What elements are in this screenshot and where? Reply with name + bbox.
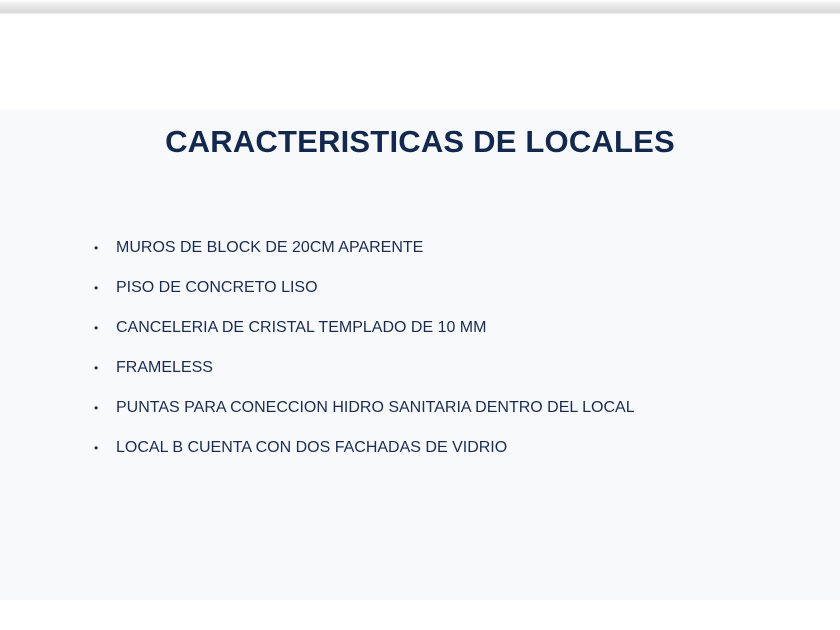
bullet-icon: •: [94, 281, 99, 295]
slide: [0, 110, 840, 600]
bullet-icon: •: [94, 401, 99, 415]
list-item-text: MUROS DE BLOCK DE 20CM APARENTE: [116, 239, 424, 256]
slide-title: CARACTERISTICAS DE LOCALES: [165, 124, 675, 159]
document-page: [0, 14, 840, 630]
list-item-text: CANCELERIA DE CRISTAL TEMPLADO DE 10 MM: [116, 319, 487, 336]
bullet-icon: •: [94, 441, 99, 455]
window-top-bar: [0, 0, 840, 14]
list-item-text: FRAMELESS: [116, 359, 213, 376]
bullet-icon: •: [94, 361, 99, 375]
bullet-icon: •: [94, 321, 99, 335]
list-item-text: LOCAL B CUENTA CON DOS FACHADAS DE VIDRIO: [116, 439, 508, 456]
bullet-icon: •: [94, 241, 99, 255]
list-item-text: PISO DE CONCRETO LISO: [116, 279, 318, 296]
list-item-text: PUNTAS PARA CONECCION HIDRO SANITARIA DENTRO DEL LOCAL: [116, 399, 635, 416]
